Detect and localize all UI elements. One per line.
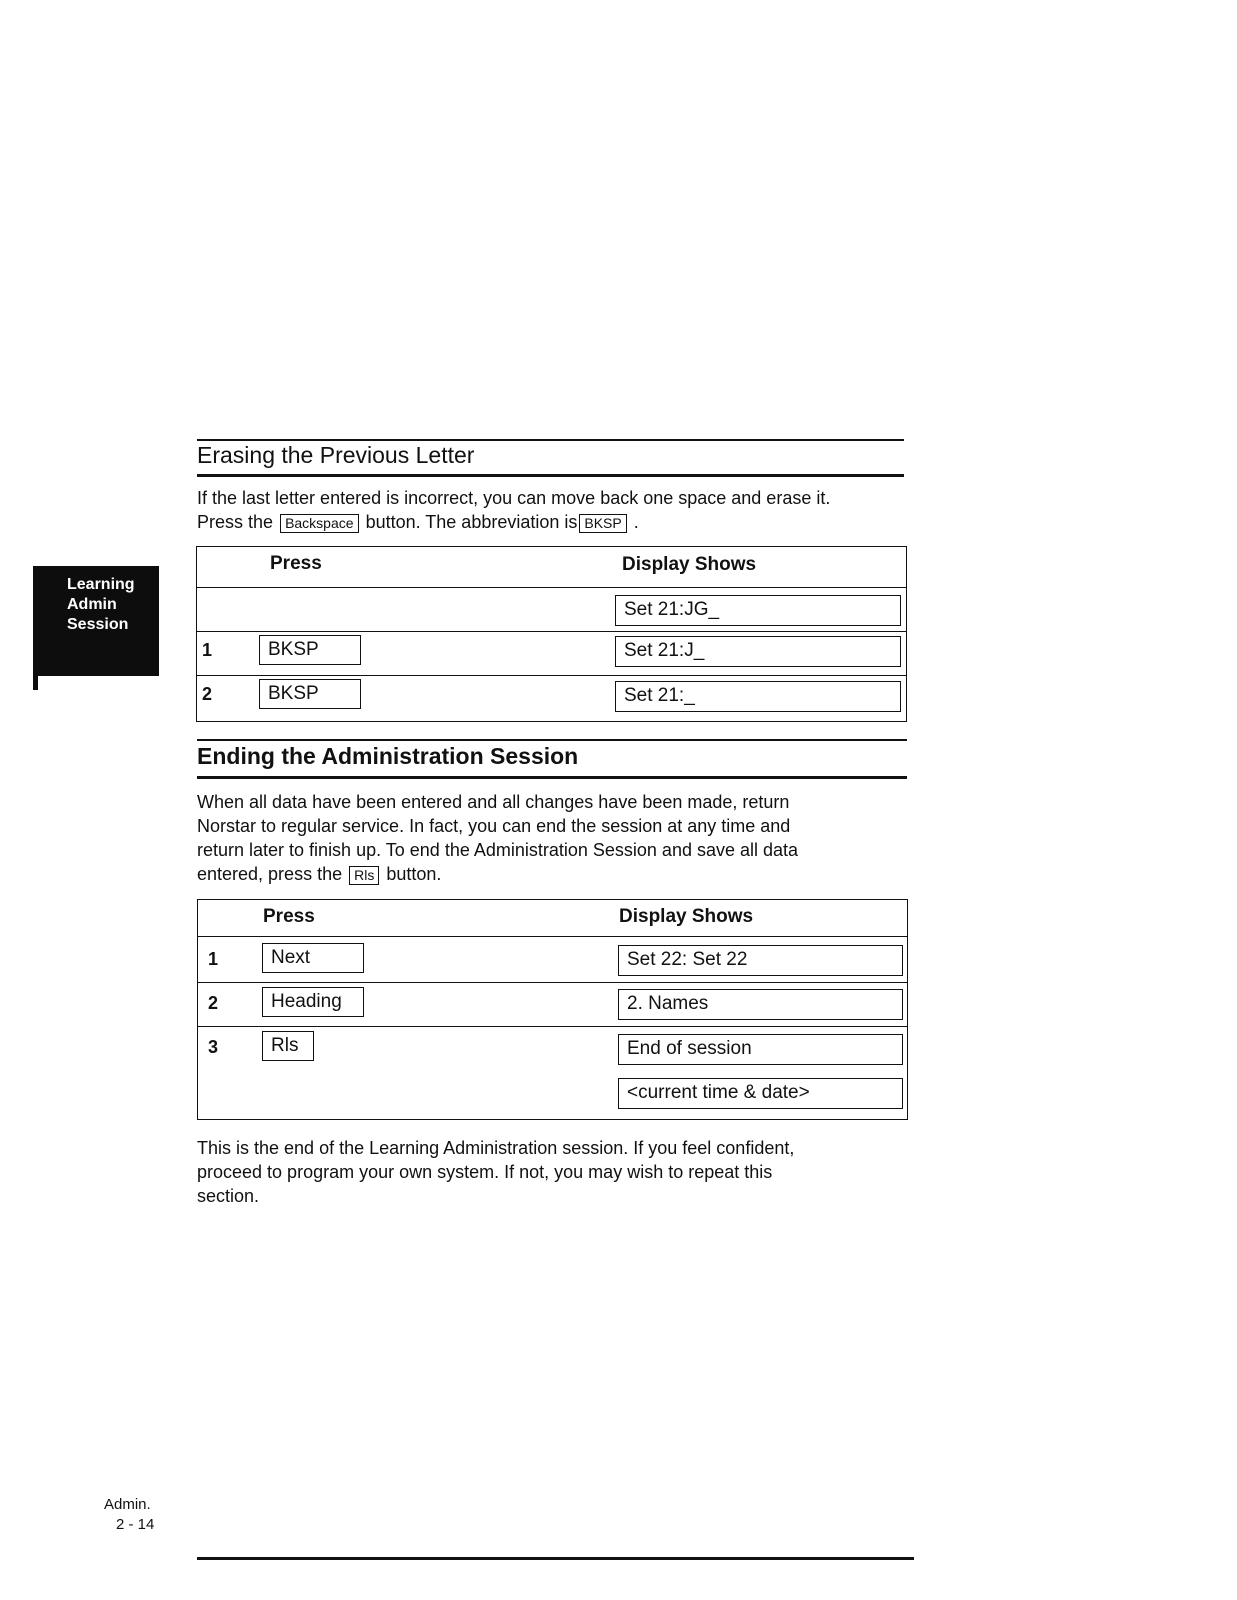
s2-display-row-2: 2. Names	[618, 989, 903, 1020]
s1-step-2: 2	[202, 684, 213, 704]
s2-display-row-4: <current time & date>	[618, 1078, 903, 1109]
s1-col-display: Display Shows	[622, 554, 757, 575]
side-tab-line-1: Learning	[67, 576, 135, 593]
footer-rule	[197, 1557, 914, 1560]
section1-heading: Erasing the Previous Letter	[197, 442, 475, 468]
s1-bksp-button-1[interactable]: BKSP	[259, 635, 361, 665]
s1-bksp-button-2[interactable]: BKSP	[259, 679, 361, 709]
section1-bottom-rule	[197, 474, 904, 477]
section1-para-line-2	[197, 510, 830, 534]
section1-para-line-1: If the last letter entered is incorrect, you can move back one space and erase it.	[197, 488, 831, 508]
section2-para-line-1: When all data have been entered and all changes have been made, return	[197, 792, 790, 812]
rls-keycap: Rls	[349, 866, 379, 885]
footer-page-number: 2 - 14	[116, 1516, 155, 1533]
s1-col-press: Press	[270, 553, 322, 574]
section2-para-line-2: Norstar to regular service. In fact, you can end the session at any time and	[197, 816, 791, 836]
section-side-tab	[36, 566, 159, 676]
section2-bottom-rule	[197, 776, 907, 779]
s1-row-divider	[197, 631, 906, 632]
s2-row-divider	[198, 936, 907, 937]
section1-paragraph	[197, 486, 830, 534]
side-tab-line-2: Admin	[67, 596, 117, 613]
s2-col-display: Display Shows	[619, 906, 754, 927]
para-press-the: Press the	[197, 512, 274, 532]
section2-paragraph	[197, 790, 798, 886]
section2-heading: Ending the Administration Session	[197, 743, 579, 769]
s2-display-row-3: End of session	[618, 1034, 903, 1065]
bksp-keycap: BKSP	[579, 514, 626, 533]
s2-next-button[interactable]: Next	[262, 943, 364, 973]
section2-top-rule	[197, 739, 907, 741]
para-button-word: button.	[386, 864, 442, 884]
s2-row-divider	[198, 982, 907, 983]
section2-para-line-3: return later to finish up. To end the Administration Session and save all data	[197, 840, 799, 860]
section1-table	[196, 546, 907, 722]
s1-display-row-0: Set 21:JG_	[615, 595, 901, 626]
s1-row-divider	[197, 587, 906, 588]
closing-line-2: proceed to program your own system. If not, you may wish to repeat this	[197, 1162, 773, 1182]
footer-section: Admin.	[104, 1496, 151, 1513]
closing-line-1: This is the end of the Learning Administration session. If you feel confident,	[197, 1138, 795, 1158]
para-period: .	[633, 512, 639, 532]
s2-rls-button[interactable]: Rls	[262, 1031, 314, 1061]
section1-top-rule	[197, 439, 904, 441]
s2-step-3: 3	[208, 1037, 219, 1057]
section2-para-line-4	[197, 862, 798, 886]
section2-table	[197, 899, 908, 1120]
s1-display-row-1: Set 21:J_	[615, 636, 901, 667]
page-footer	[104, 1495, 154, 1535]
backspace-keycap: Backspace	[280, 514, 358, 533]
s1-row-divider	[197, 675, 906, 676]
s2-step-2: 2	[208, 993, 219, 1013]
para-abbrev-text: button. The abbreviation is	[365, 512, 578, 532]
s1-display-row-2: Set 21:_	[615, 681, 901, 712]
s2-col-press: Press	[263, 906, 315, 927]
side-tab-line-3: Session	[67, 616, 129, 633]
s2-heading-button[interactable]: Heading	[262, 987, 364, 1017]
para-entered-press: entered, press the	[197, 864, 343, 884]
side-tab-bar	[33, 566, 38, 690]
s1-step-1: 1	[202, 640, 213, 660]
closing-paragraph	[197, 1136, 794, 1208]
s2-display-row-1: Set 22: Set 22	[618, 945, 903, 976]
s2-step-1: 1	[208, 949, 219, 969]
s2-row-divider	[198, 1026, 907, 1027]
closing-line-3: section.	[197, 1186, 260, 1206]
